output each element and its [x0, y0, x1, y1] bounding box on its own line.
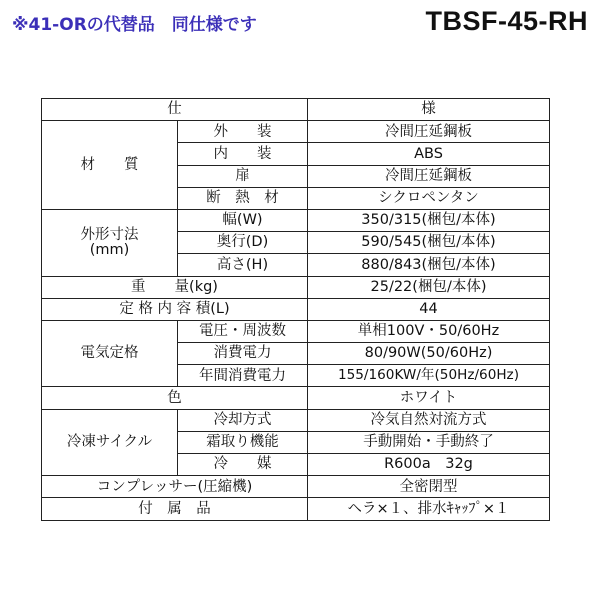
- row-name: 外 装: [178, 121, 308, 143]
- weight-label: 重 量(kg): [42, 276, 308, 298]
- table-row: [42, 298, 550, 320]
- table-row: [42, 498, 550, 520]
- row-value: ABS: [308, 143, 550, 165]
- compressor-value: 全密閉型: [308, 476, 550, 498]
- table-row: [42, 209, 550, 231]
- table-row: [42, 409, 550, 431]
- row-value: 590/545(梱包/本体): [308, 232, 550, 254]
- row-name: 消費電力: [178, 343, 308, 365]
- row-name: 内 装: [178, 143, 308, 165]
- weight-value: 25/22(梱包/本体): [308, 276, 550, 298]
- table-header-row: [42, 99, 550, 121]
- dimensions-label-line1: 外形寸法: [80, 227, 139, 244]
- row-value: 手動開始・手動終了: [308, 431, 550, 453]
- refrigeration-label: 冷凍サイクル: [42, 409, 178, 476]
- row-value: 冷間圧延鋼板: [308, 121, 550, 143]
- color-value: ホワイト: [308, 387, 550, 409]
- dimensions-label-line2: (mm): [89, 241, 130, 258]
- row-value: 155/160KW/年(50Hz/60Hz): [308, 365, 550, 387]
- model-number: TBSF-45-RH: [425, 6, 588, 36]
- table-row: [42, 476, 550, 498]
- row-name: 電圧・周波数: [178, 320, 308, 342]
- row-name: 年間消費電力: [178, 365, 308, 387]
- table-row: [42, 320, 550, 342]
- table-row: [42, 387, 550, 409]
- row-value: 冷間圧延鋼板: [308, 165, 550, 187]
- row-name: 霜取り機能: [178, 431, 308, 453]
- row-value: 冷気自然対流方式: [308, 409, 550, 431]
- compressor-label: コンプレッサー(圧縮機): [42, 476, 308, 498]
- electrical-label: 電気定格: [42, 320, 178, 387]
- header-item: 仕: [42, 99, 308, 121]
- row-name: 冷 媒: [178, 454, 308, 476]
- substitute-note: ※41-ORの代替品 同仕様です: [12, 15, 257, 35]
- capacity-value: 44: [308, 298, 550, 320]
- row-name: 高さ(H): [178, 254, 308, 276]
- color-label: 色: [42, 387, 308, 409]
- row-value: 単相100V・50/60Hz: [308, 320, 550, 342]
- dimensions-label: [42, 209, 178, 276]
- material-label: 材 質: [42, 121, 178, 210]
- row-value: 80/90W(50/60Hz): [308, 343, 550, 365]
- table-row: [42, 121, 550, 143]
- row-value: シクロペンタン: [308, 187, 550, 209]
- spec-table: [41, 98, 550, 521]
- row-value: 880/843(梱包/本体): [308, 254, 550, 276]
- row-name: 幅(W): [178, 209, 308, 231]
- accessories-label: 付 属 品: [42, 498, 308, 520]
- row-name: 奥行(D): [178, 232, 308, 254]
- accessories-value: ヘラ×１、排水ｷｬｯﾌﾟ×１: [308, 498, 550, 520]
- row-name: 冷却方式: [178, 409, 308, 431]
- row-name: 扉: [178, 165, 308, 187]
- row-name: 断 熱 材: [178, 187, 308, 209]
- header-value: 様: [308, 99, 550, 121]
- table-row: [42, 276, 550, 298]
- row-value: R600a 32g: [308, 454, 550, 476]
- capacity-label: 定 格 内 容 積(L): [42, 298, 308, 320]
- row-value: 350/315(梱包/本体): [308, 209, 550, 231]
